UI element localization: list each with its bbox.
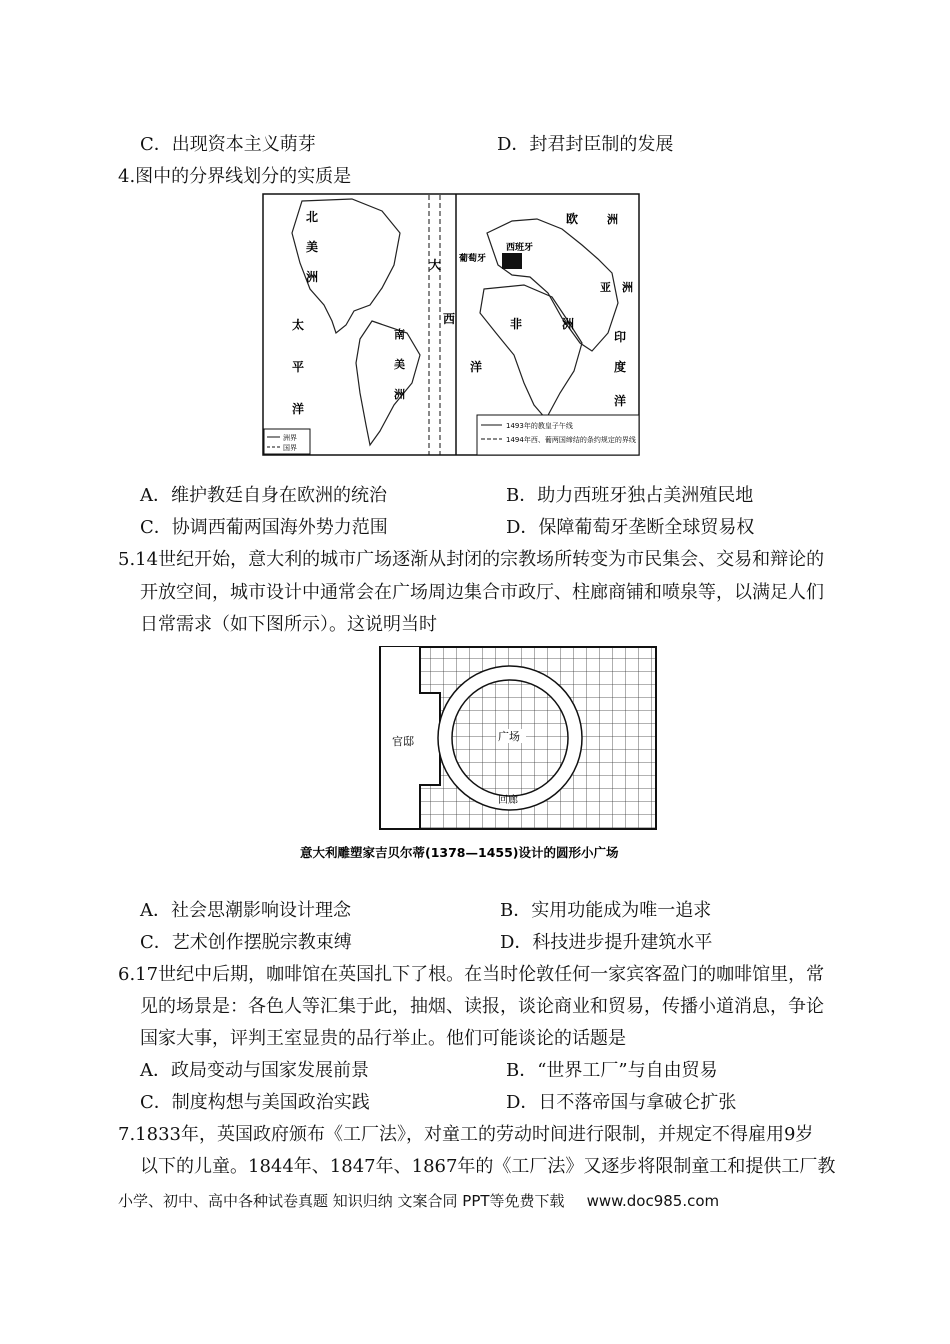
legend-treaty-line: 1494年西、葡两国缔结的条约规定的界线 bbox=[506, 436, 636, 444]
q5-option-c: C．艺术创作摆脱宗教束缚 bbox=[140, 932, 352, 953]
q4-option-c: C．协调西葡两国海外势力范围 bbox=[140, 517, 388, 538]
legend-continent-border: 洲界 bbox=[283, 434, 297, 442]
q6-option-b: B．“世界工厂”与自由贸易 bbox=[506, 1060, 718, 1081]
map-label: 北 bbox=[306, 210, 319, 224]
q4-map-figure bbox=[262, 193, 640, 456]
map-label: 洋 bbox=[292, 402, 305, 416]
q3-option-d: D．封君封臣制的发展 bbox=[497, 134, 674, 155]
map-label: 平 bbox=[292, 360, 305, 374]
q6-stem-line3: 国家大事，评判王室显贵的品行举止。他们可能谈论的话题是 bbox=[140, 1028, 626, 1049]
map-label: 洲 bbox=[394, 388, 405, 401]
q5-option-b: B．实用功能成为唯一追求 bbox=[500, 900, 712, 921]
q7-stem-line1: 7.1833年，英国政府颁布《工厂法》，对童工的劳动时间进行限制，并规定不得雇用9岁 bbox=[118, 1124, 814, 1145]
plaza-label-hall: 官邸 bbox=[392, 735, 414, 748]
plaza-caption: 意大利雕塑家吉贝尔蒂(1378—1455)设计的圆形小广场 bbox=[300, 845, 619, 860]
map-label: 大 bbox=[429, 258, 442, 272]
q5-stem-line2: 开放空间，城市设计中通常会在广场周边集合市政厅、柱廊商铺和喷泉等，以满足人们 bbox=[140, 582, 824, 603]
q5-option-a: A．社会思潮影响设计理念 bbox=[140, 900, 351, 921]
footer-text: 小学、初中、高中各种试卷真题 知识归纳 文案合同 PPT等免费下载 bbox=[118, 1192, 565, 1210]
map-label: 西 bbox=[443, 312, 456, 326]
map-label: 太 bbox=[292, 318, 305, 332]
map-label: 洲 bbox=[622, 281, 633, 294]
q6-option-c: C．制度构想与美国政治实践 bbox=[140, 1092, 370, 1113]
q3-option-c: C．出现资本主义萌芽 bbox=[140, 134, 316, 155]
q6-stem-line1: 6.17世纪中后期，咖啡馆在英国扎下了根。在当时伦敦任何一家宾客盈门的咖啡馆里，常 bbox=[118, 964, 825, 985]
map-label: 度 bbox=[614, 360, 627, 374]
plaza-plan-svg bbox=[300, 645, 670, 867]
q6-option-a: A．政局变动与国家发展前景 bbox=[140, 1060, 369, 1081]
legend-national-border: 国界 bbox=[283, 444, 297, 452]
q5-option-d: D．科技进步提升建筑水平 bbox=[500, 932, 713, 953]
world-map-svg bbox=[262, 193, 640, 456]
q5-plaza-figure bbox=[300, 645, 670, 867]
map-label: 洲 bbox=[306, 270, 319, 284]
plaza-label-arcade: 回廊 bbox=[498, 795, 518, 806]
map-label: 洲 bbox=[607, 213, 618, 226]
q4-option-a: A．维护教廷自身在欧洲的统治 bbox=[140, 485, 387, 506]
q4-option-d: D．保障葡萄牙垄断全球贸易权 bbox=[506, 517, 755, 538]
q4-stem: 4.图中的分界线划分的实质是 bbox=[118, 166, 352, 187]
map-label: 葡萄牙 bbox=[459, 254, 487, 264]
map-label: 非 bbox=[510, 317, 523, 331]
map-label: 印 bbox=[614, 330, 627, 344]
footer-url[interactable]: www.doc985.com bbox=[586, 1192, 720, 1210]
q6-option-d: D．日不落帝国与拿破仑扩张 bbox=[506, 1092, 737, 1113]
q5-stem-line1: 5.14世纪开始，意大利的城市广场逐渐从封闭的宗教场所转变为市民集会、交易和辩论的 bbox=[118, 549, 825, 570]
map-label: 欧 bbox=[566, 212, 579, 226]
map-label: 美 bbox=[394, 358, 405, 371]
legend-papal-line: 1493年的教皇子午线 bbox=[506, 422, 573, 430]
map-label: 洲 bbox=[562, 317, 575, 331]
q6-stem-line2: 见的场景是：各色人等汇集于此，抽烟、读报，谈论商业和贸易，传播小道消息，争论 bbox=[140, 996, 824, 1017]
map-label: 南 bbox=[394, 328, 405, 341]
q5-stem-line3: 日常需求（如下图所示）。这说明当时 bbox=[140, 614, 437, 635]
map-label: 洋 bbox=[470, 360, 483, 374]
map-label: 亚 bbox=[600, 281, 611, 294]
q4-option-b: B．助力西班牙独占美洲殖民地 bbox=[506, 485, 754, 506]
map-label: 洋 bbox=[614, 394, 627, 408]
map-label: 美 bbox=[306, 240, 319, 254]
page-footer bbox=[118, 1190, 719, 1211]
q7-stem-line2: 以下的儿童。1844年、1847年、1867年的《工厂法》又逐步将限制童工和提供工厂教 bbox=[140, 1156, 836, 1177]
map-label: 西班牙 bbox=[506, 243, 534, 253]
plaza-label-square: 广场 bbox=[498, 730, 520, 743]
